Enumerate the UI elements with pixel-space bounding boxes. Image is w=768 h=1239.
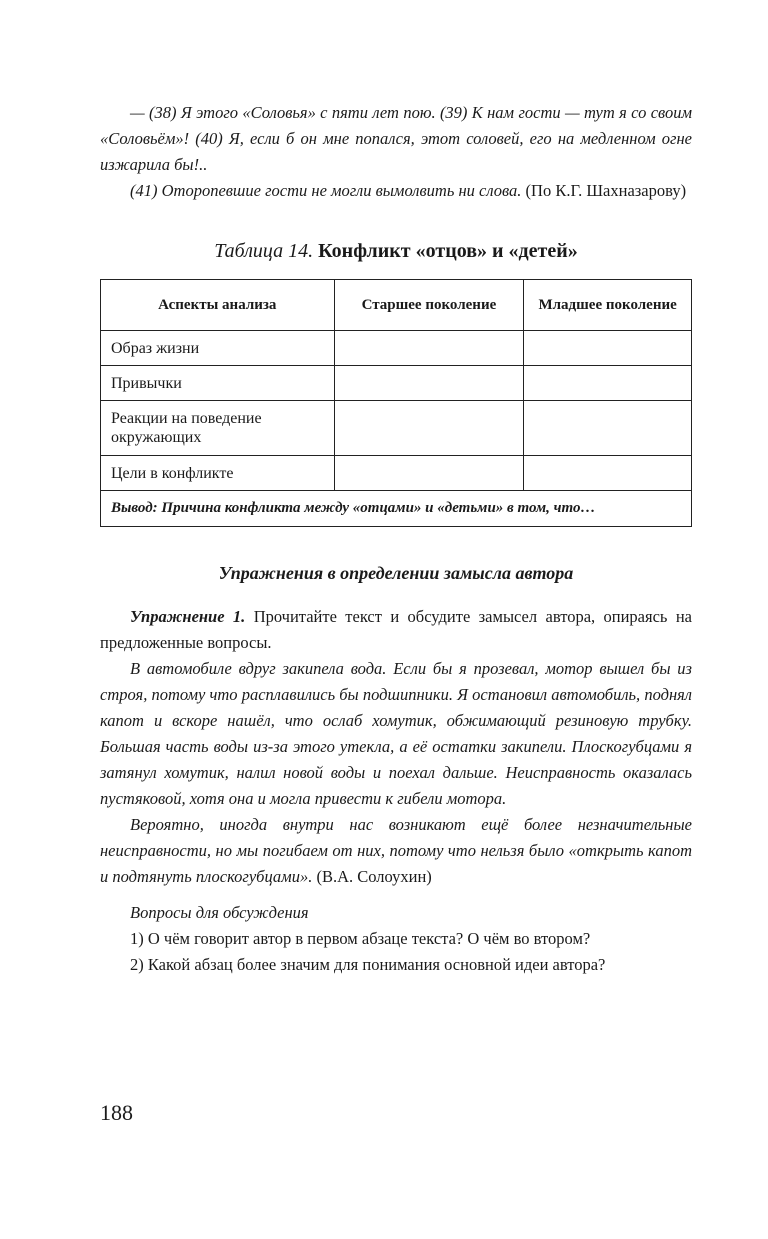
table-row <box>101 331 692 366</box>
table-row <box>101 456 692 491</box>
passage-paragraph-1: В автомобиле вдруг закипела вода. Если бы я прозевал, мотор вышел бы из строя, потому что расплавились бы подшипники. Я остановил автомобиль, поднял капот и вскоре нашёл, что ослаб хомутик, обжимающий резиновую трубку. Большая часть воды из-за этого утекла, а её остатки закипели. Плоскогубцами я затянул хомутик, налил новой воды и поехал дальше. Неисправность оказалась пустяковой, хотя она и могла привести к гибели мотора. <box>100 659 692 808</box>
question-1: 1) О чём говорит автор в первом абзаце текста? О чём во втором? <box>130 929 591 948</box>
row-label: Привычки <box>101 366 335 401</box>
dialogue-closing-text: (41) Оторопевшие гости не могли вымолвить ни слова. <box>130 181 522 200</box>
table-header-row <box>101 280 692 331</box>
dialogue-source: (По К.Г. Шахназарову) <box>521 181 687 200</box>
table-row <box>101 401 692 456</box>
passage-paragraph-2 <box>100 812 692 890</box>
header-older-generation: Старшее поколение <box>334 280 524 331</box>
table-conclusion-row <box>101 491 692 527</box>
table-number: Таблица 14. <box>214 240 314 262</box>
row-label: Образ жизни <box>101 331 335 366</box>
empty-cell <box>524 331 692 366</box>
empty-cell <box>524 401 692 456</box>
exercise-instruction <box>100 604 692 656</box>
header-aspects: Аспекты анализа <box>101 280 335 331</box>
empty-cell <box>334 366 524 401</box>
empty-cell <box>524 456 692 491</box>
section-title: Упражнения в определении замысла автора <box>218 563 574 583</box>
empty-cell <box>334 456 524 491</box>
empty-cell <box>524 366 692 401</box>
empty-cell <box>334 331 524 366</box>
conflict-table <box>100 279 692 527</box>
passage-paragraph-2-text: Вероятно, иногда внутри нас возникают ещё более незначительные неисправности, но мы погибаем от них, потому что нельзя было «открыть капот и подтянуть плоскогубцами». <box>100 815 692 886</box>
question-2: 2) Какой абзац более значим для понимания основной идеи автора? <box>130 955 606 974</box>
dialogue-paragraph: — (38) Я этого «Соловья» с пяти лет пою. (39) К нам гости — тут я со своим «Соловьём»! (40) Я, если б он мне попался, этот соловей, его на медленном огне изжарила бы!.. <box>100 103 692 174</box>
table-row <box>101 366 692 401</box>
page-content <box>100 100 692 978</box>
page-number: 188 <box>100 1100 133 1125</box>
header-younger-generation: Младшее поколение <box>524 280 692 331</box>
row-label: Цели в конфликте <box>101 456 335 491</box>
table-title: Конфликт «отцов» и «детей» <box>318 240 578 262</box>
empty-cell <box>334 401 524 456</box>
table-caption <box>100 240 692 263</box>
row-label: Реакции на поведение окружающих <box>101 401 335 456</box>
questions-title: Вопросы для обсуждения <box>130 903 309 922</box>
table-conclusion: Вывод: Причина конфликта между «отцами» и «детьми» в том, что… <box>101 491 692 527</box>
dialogue-closing-paragraph <box>100 178 692 204</box>
exercise-text: Прочитайте текст и обсудите замысел автора, опираясь на предложенные вопросы. <box>100 607 692 652</box>
exercise-label: Упражнение 1. <box>130 607 246 626</box>
passage-source: (В.А. Солоухин) <box>312 867 432 886</box>
